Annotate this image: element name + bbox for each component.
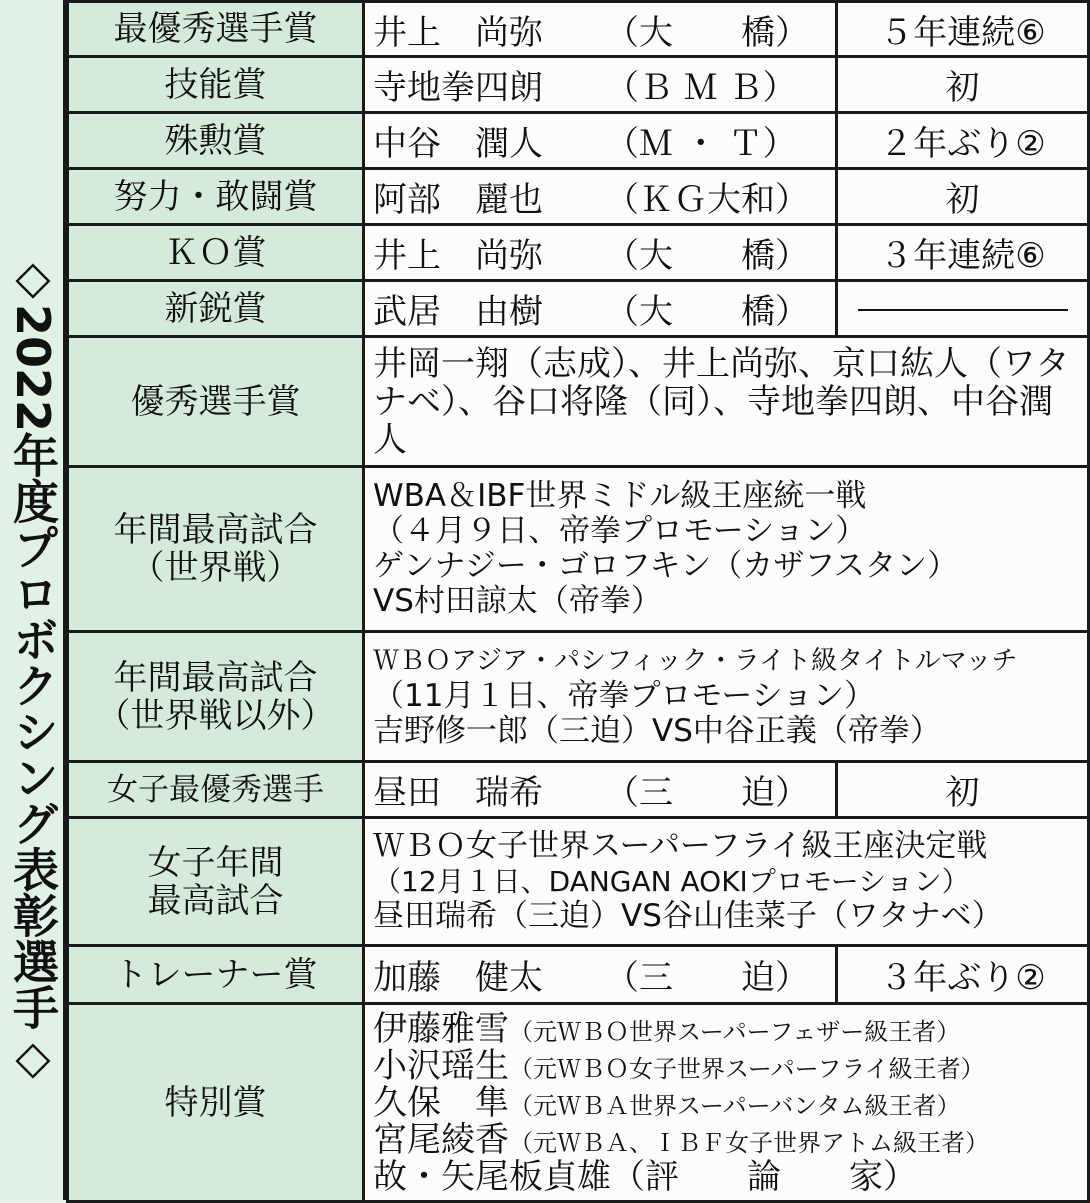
award-cell: 優秀選手賞 (68, 337, 364, 467)
record-cell: ３年連続⑥ (837, 225, 1089, 281)
match-date: （12月１日、DANGAN AOKIプロモーション） (373, 865, 970, 898)
special-entry (373, 1082, 1079, 1123)
award-line: 年間最高試合 (113, 510, 318, 550)
winner-name: 中谷 潤人 (373, 124, 543, 164)
winner-name: 井上 尚弥 (373, 12, 543, 53)
match-fighters: 昼田瑞希（三迫）VS谷山佳菜子（ワタナベ） (373, 898, 1003, 934)
special-entry (373, 1045, 1079, 1086)
special-name: 宮尾綾香 (373, 1119, 509, 1160)
award-line: 年間最高試合 (113, 657, 318, 698)
award-cell: 殊勲賞 (68, 113, 364, 169)
winner-gym: （Ｍ ・ Ｔ） (605, 124, 797, 164)
table-row (68, 225, 1089, 281)
match-detail-cell (364, 818, 1089, 946)
winner-name: 井上 尚弥 (373, 236, 543, 276)
record-cell (837, 281, 1089, 337)
special-name: 伊藤雅雪 (373, 1008, 509, 1049)
record-cell: ３年ぶり② (837, 946, 1089, 1004)
winner-name: 寺地拳四朗 (373, 68, 543, 108)
excellent-players-cell: 井岡一翔（志成）、井上尚弥、京口紘人（ワタナベ）、谷口将隆（同）、寺地拳四朗、中谷潤人 (364, 337, 1089, 467)
winner-gym: （三 迫） (605, 958, 809, 998)
award-line: （世界戦） (130, 548, 301, 588)
winner-cell (364, 762, 837, 818)
match-opponent: VS村田諒太（帝拳） (373, 583, 662, 619)
special-name: 久保 隼 (373, 1082, 509, 1123)
winner-cell (364, 946, 837, 1004)
winner-gym: （ＫＧ大和） (605, 180, 809, 220)
award-line: 女子年間 (147, 842, 284, 883)
table-row (68, 2, 1089, 57)
match-title: ＷＢＯアジア・パシフィック・ライト級タイトルマッチ (373, 646, 1018, 676)
record-cell: ５年連続⑥ (837, 2, 1089, 57)
award-cell: 特別賞 (68, 1004, 364, 1202)
winner-gym: （Ｂ Ｍ Ｂ） (605, 68, 797, 108)
special-entry (373, 1008, 1079, 1049)
table-row (68, 281, 1089, 337)
empty-record-dash (858, 309, 1068, 311)
winner-name: 加藤 健太 (373, 958, 543, 998)
special-award-cell (364, 1004, 1089, 1202)
match-fighters: 吉野修一郎（三迫）VS中谷正義（帝拳） (373, 713, 941, 749)
winner-gym: （三 迫） (605, 773, 809, 813)
record-cell: 初 (837, 57, 1089, 113)
winner-cell (364, 2, 837, 57)
table-row (68, 818, 1089, 946)
match-detail-cell (364, 632, 1089, 762)
award-line: （世界戦以外） (96, 695, 335, 736)
special-note: （評 論 家） (611, 1156, 917, 1197)
match-date: （４月９日、帝拳プロモーション） (373, 513, 867, 549)
winner-name: 阿部 麗也 (373, 180, 543, 220)
table-row (68, 1004, 1089, 1202)
awards-table (66, 0, 1090, 1203)
table-row (68, 113, 1089, 169)
match-fighter: ゲンナジー・ゴロフキン（カザフスタン） (373, 548, 958, 584)
special-name: 故・矢尾板貞雄 (373, 1156, 611, 1197)
special-note: （元ＷＢＡ、ＩＢＦ女子世界アトム級王者） (509, 1128, 989, 1157)
winner-name: 武居 由樹 (373, 292, 543, 332)
winner-cell (364, 57, 837, 113)
award-cell: ＫＯ賞 (68, 225, 364, 281)
table-row (68, 946, 1089, 1004)
award-cell: 女子最優秀選手 (68, 762, 364, 818)
special-entry (373, 1119, 1079, 1160)
award-cell: 新鋭賞 (68, 281, 364, 337)
winner-cell (364, 113, 837, 169)
table-row (68, 762, 1089, 818)
winner-gym: （大 橋） (605, 292, 809, 332)
special-name: 小沢瑶生 (373, 1045, 509, 1086)
special-note: （元ＷＢＯ世界スーパーフェザー級王者） (509, 1017, 961, 1046)
record-cell: 初 (837, 169, 1089, 225)
winner-cell (364, 225, 837, 281)
special-note: （元ＷＢＡ世界スーパーバンタム級王者） (509, 1091, 961, 1120)
sidebar-title-panel (0, 0, 66, 1200)
table-row (68, 467, 1089, 632)
award-cell (68, 632, 364, 762)
winner-cell (364, 169, 837, 225)
match-date: （11月１日、帝拳プロモーション） (373, 678, 875, 714)
record-cell: 初 (837, 762, 1089, 818)
match-detail-cell (364, 467, 1089, 632)
award-line: 最高試合 (147, 880, 284, 921)
table-row (68, 337, 1089, 467)
special-entry (373, 1156, 1079, 1197)
award-cell: 最優秀選手賞 (68, 2, 364, 57)
winner-cell (364, 281, 837, 337)
sidebar-title: ◇2022年度プロボクシング表彰選手◇ (6, 250, 60, 1085)
record-cell: ２年ぶり② (837, 113, 1089, 169)
match-title: WBA＆IBF世界ミドル級王座統一戦 (373, 478, 867, 514)
table-row (68, 57, 1089, 113)
winner-gym: （大 橋） (605, 236, 809, 276)
award-cell (68, 467, 364, 632)
award-cell (68, 818, 364, 946)
table-row (68, 169, 1089, 225)
table-row (68, 632, 1089, 762)
award-cell: 努力・敢闘賞 (68, 169, 364, 225)
special-note: （元ＷＢＯ女子世界スーパーフライ級王者） (509, 1054, 985, 1083)
award-cell: 技能賞 (68, 57, 364, 113)
winner-gym: （大 橋） (605, 12, 809, 53)
winner-name: 昼田 瑞希 (373, 773, 543, 813)
match-title: ＷＢＯ女子世界スーパーフライ級王座決定戦 (373, 828, 988, 864)
award-cell: トレーナー賞 (68, 946, 364, 1004)
